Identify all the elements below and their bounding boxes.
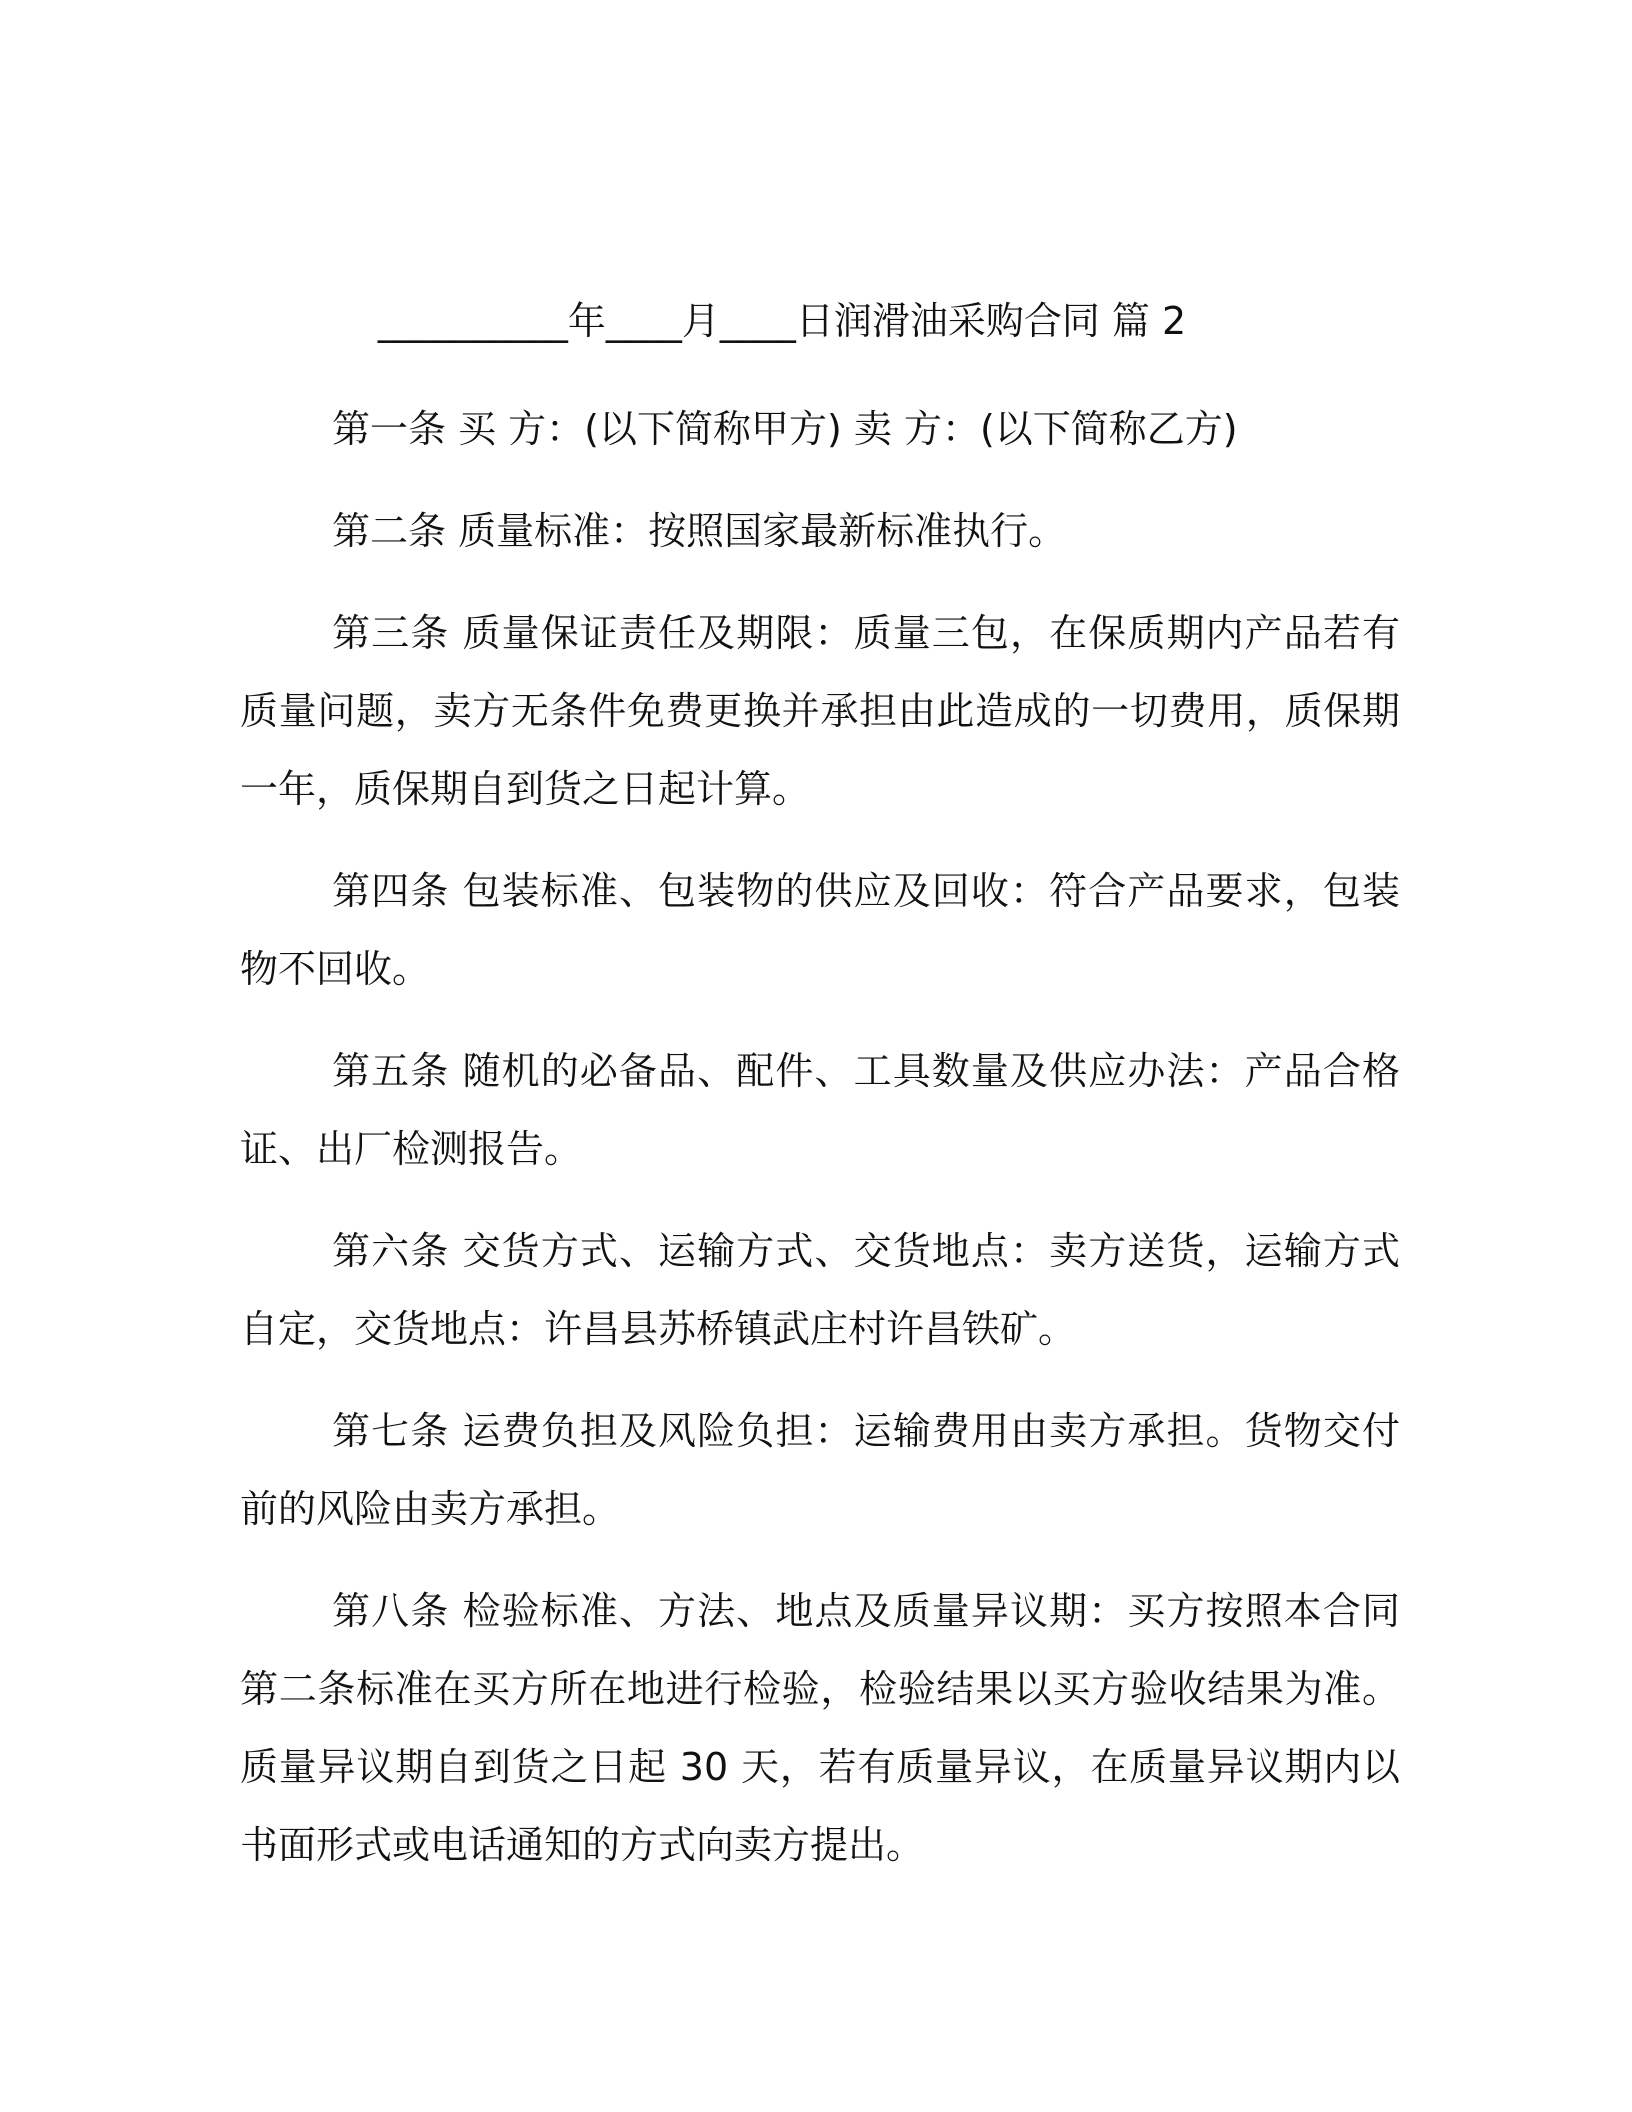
article-8-paragraph: 第八条 检验标准、方法、地点及质量异议期：买方按照本合同第二条标准在买方所在地进行检验，检验结果以买方验收结果为准。质量异议期自到货之日起 30 天，若有质量异议，在质量异议期内以书面形式或电话通知的方式向卖方提出。 <box>240 1589 1400 1867</box>
article-6-paragraph: 第六条 交货方式、运输方式、交货地点：卖方送货，运输方式自定，交货地点：许昌县苏桥镇武庄村许昌铁矿。 <box>240 1229 1400 1351</box>
document-body <box>240 390 1400 1908</box>
article-4-paragraph: 第四条 包装标准、包装物的供应及回收：符合产品要求，包装物不回收。 <box>240 869 1400 991</box>
article-3-paragraph: 第三条 质量保证责任及期限：质量三包，在保质期内产品若有质量问题，卖方无条件免费更换并承担由此造成的一切费用，质保期一年，质保期自到货之日起计算。 <box>240 611 1400 811</box>
article-1-paragraph: 第一条 买 方：(以下简称甲方) 卖 方：(以下简称乙方) <box>332 407 1238 451</box>
article-2-paragraph: 第二条 质量标准：按照国家最新标准执行。 <box>332 509 1067 553</box>
document-title: __________年____月____日润滑油采购合同 篇 2 <box>377 299 1187 343</box>
article-5-paragraph: 第五条 随机的必备品、配件、工具数量及供应办法：产品合格证、出厂检测报告。 <box>240 1049 1400 1171</box>
article-7-paragraph: 第七条 运费负担及风险负担：运输费用由卖方承担。货物交付前的风险由卖方承担。 <box>240 1409 1400 1531</box>
